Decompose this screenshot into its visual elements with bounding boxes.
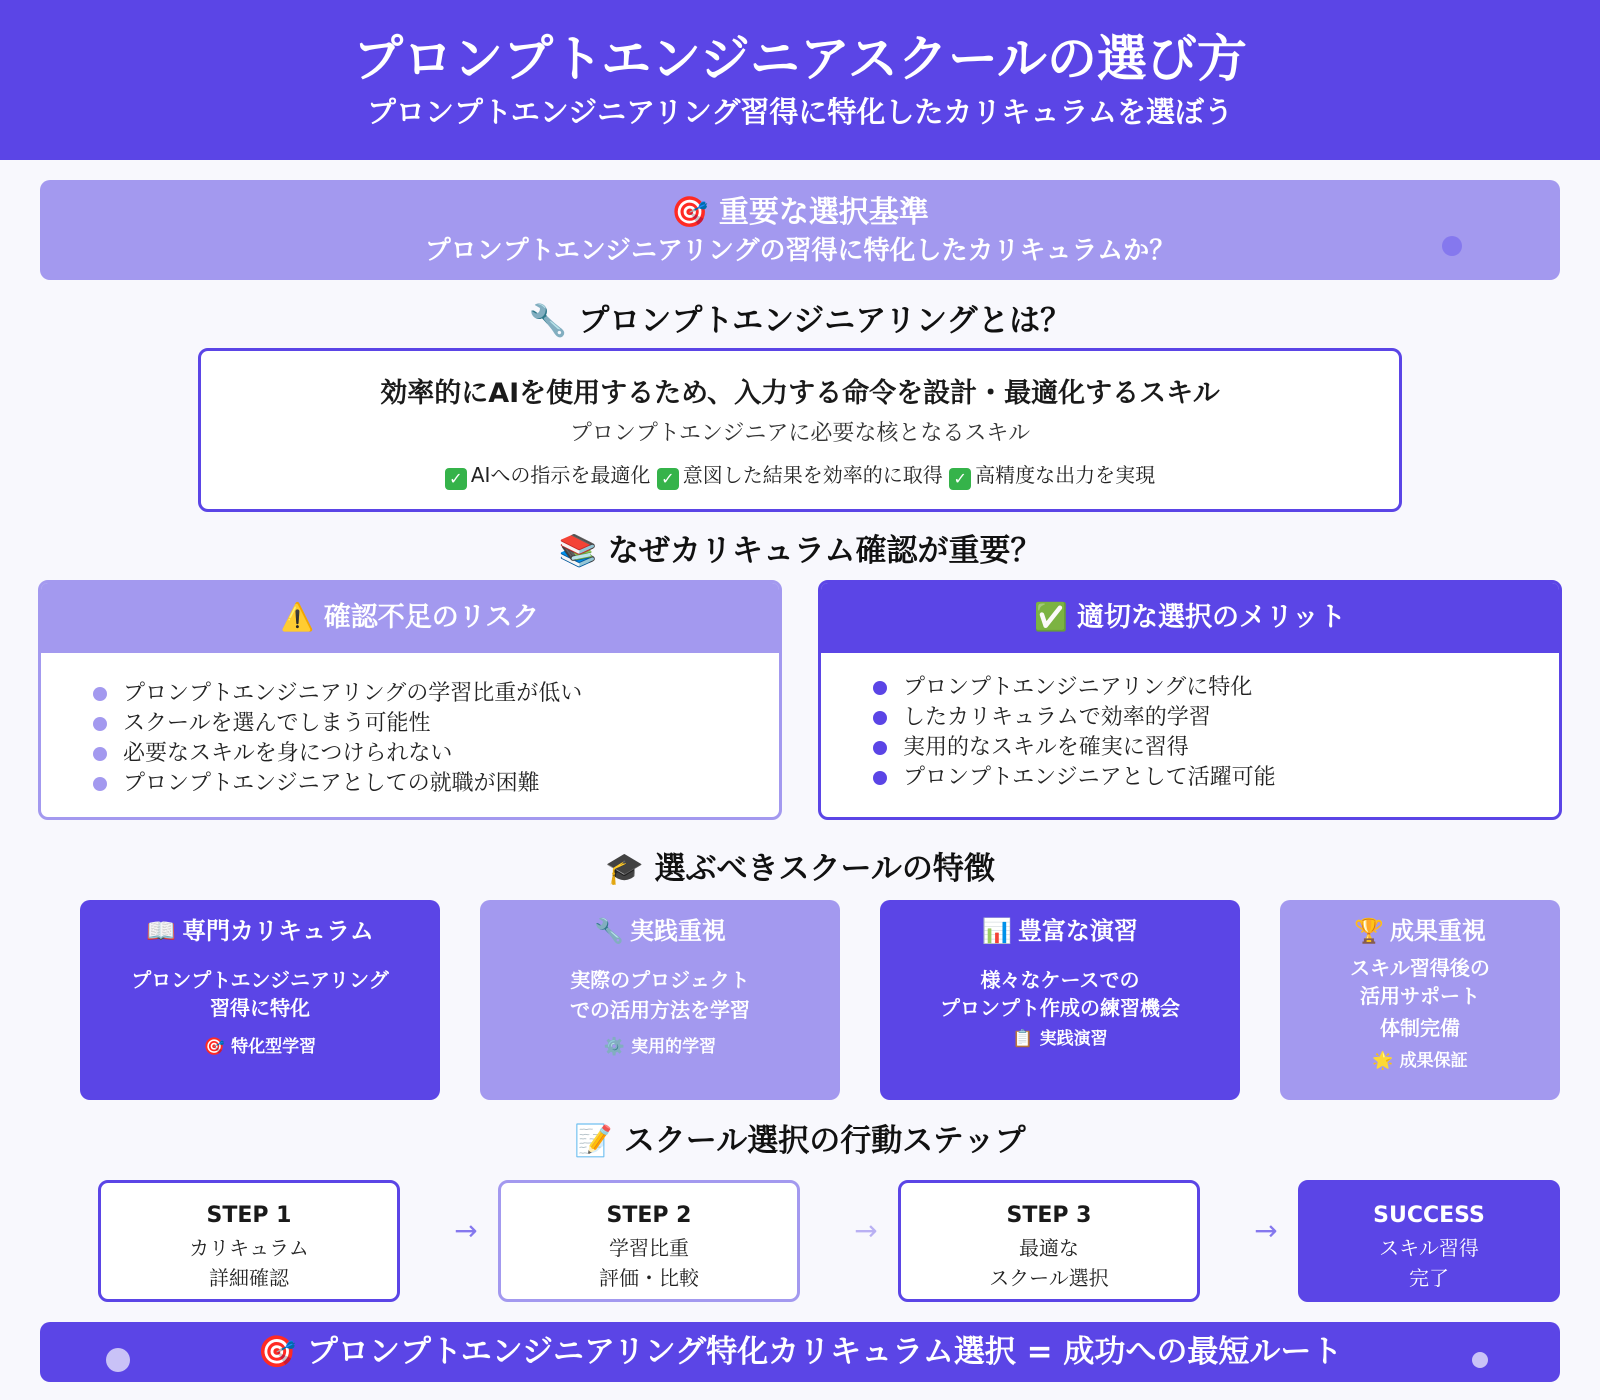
step-line: 学習比重	[609, 1236, 689, 1260]
list-item: スクールを選んでしまう可能性	[93, 709, 582, 739]
feature-title-row	[80, 914, 440, 948]
step-label: STEP 3	[1006, 1203, 1092, 1228]
definition-sub-text: プロンプトエンジニアに必要な核となるスキル	[569, 421, 1031, 446]
step-line: 完了	[1409, 1266, 1449, 1290]
check-icon: ✓	[445, 468, 467, 490]
definition-heading: プロンプトエンジニアリングとは？	[578, 303, 1072, 339]
merit-list	[873, 673, 1276, 793]
books-icon: 📚	[558, 533, 598, 569]
target-icon: 🎯	[203, 1037, 226, 1057]
step-text	[501, 1233, 797, 1293]
step-label: SUCCESS	[1373, 1203, 1485, 1228]
feature-desc: 実際のプロジェクト	[570, 968, 750, 992]
definition-main-text: 効率的にAIを使用するため、入力する命令を設計・最適化するスキル	[380, 378, 1220, 409]
step-line: 詳細確認	[209, 1266, 289, 1290]
feature-desc: 様々なケースでの	[980, 968, 1140, 992]
list-item: したカリキュラムで効率的学習	[873, 703, 1276, 733]
feature-desc: 習得に特化	[210, 996, 310, 1020]
step-card	[898, 1180, 1200, 1302]
star-icon: 🌟	[1372, 1051, 1394, 1071]
feature-title-row	[1280, 914, 1560, 948]
definition-section-title	[0, 300, 1600, 342]
list-item: 実用的なスキルを確実に習得	[873, 733, 1276, 763]
book-icon: 📖	[146, 917, 177, 945]
check-icon: ✓	[949, 468, 971, 490]
risk-panel-title: 確認不足のリスク	[323, 602, 540, 633]
list-item: プロンプトエンジニアとしての就職が困難	[93, 769, 582, 799]
footer-text: プロンプトエンジニアリング特化カリキュラム選択 = 成功への最短ルート	[307, 1334, 1343, 1370]
step-text	[101, 1233, 397, 1293]
criteria-title: 重要な選択基準	[718, 195, 929, 230]
arrow-right-icon: →	[1254, 1214, 1278, 1247]
step-text	[901, 1233, 1197, 1293]
feature-card	[80, 900, 440, 1100]
features-heading: 選ぶべきスクールの特徴	[654, 851, 995, 887]
risk-panel-header	[41, 583, 779, 653]
feature-tag	[80, 1034, 440, 1060]
decorative-dot	[106, 1348, 130, 1372]
feature-desc: プロンプト作成の練習機会	[940, 996, 1180, 1020]
success-card	[1298, 1180, 1560, 1302]
criteria-question: プロンプトエンジニアリングの習得に特化したカリキュラムか？	[424, 236, 1176, 266]
risk-list	[93, 679, 582, 799]
step-label: STEP 1	[206, 1203, 292, 1228]
feature-tag-label: 実用的学習	[631, 1037, 717, 1057]
footer-banner	[40, 1322, 1560, 1382]
merit-panel-header	[821, 583, 1559, 653]
feature-title: 豊富な演習	[1017, 917, 1138, 945]
feature-card	[480, 900, 840, 1100]
definition-point: 高精度な出力を実現	[975, 463, 1156, 487]
feature-desc: 活用サポート	[1360, 984, 1480, 1008]
step-line: スキル習得	[1379, 1236, 1479, 1260]
feature-title-row	[480, 914, 840, 948]
definition-point: AIへの指示を最適化	[470, 463, 651, 487]
feature-card	[1280, 900, 1560, 1100]
steps-section-title	[0, 1120, 1600, 1162]
step-line: 評価・比較	[599, 1266, 699, 1290]
trophy-icon: 🏆	[1354, 917, 1384, 945]
step-line: スクール選択	[989, 1266, 1109, 1290]
wrench-icon: 🔧	[528, 303, 568, 339]
list-item: 必要なスキルを身につけられない	[93, 739, 582, 769]
steps-heading: スクール選択の行動ステップ	[623, 1123, 1026, 1159]
step-text	[1301, 1233, 1557, 1293]
wrench-icon: 🔧	[594, 917, 624, 945]
arrow-right-icon: →	[454, 1214, 478, 1247]
step-card	[498, 1180, 800, 1302]
page-subtitle: プロンプトエンジニアリング習得に特化したカリキュラムを選ぼう	[366, 95, 1234, 129]
feature-tag	[1280, 1048, 1560, 1074]
arrow-right-icon: →	[854, 1214, 878, 1247]
list-item: プロンプトエンジニアとして活躍可能	[873, 763, 1276, 793]
feature-tag	[880, 1026, 1240, 1052]
definition-point: 意図した結果を効率的に取得	[682, 463, 943, 487]
merit-panel	[818, 580, 1562, 820]
features-section-title	[0, 848, 1600, 890]
feature-tag	[480, 1034, 840, 1060]
step-card	[98, 1180, 400, 1302]
feature-title: 成果重視	[1389, 917, 1486, 945]
feature-title: 実践重視	[629, 917, 726, 945]
merit-panel-title: 適切な選択のメリット	[1077, 602, 1346, 633]
criteria-title-row	[40, 192, 1560, 234]
feature-desc: 体制完備	[1380, 1016, 1460, 1040]
gear-icon: ⚙️	[603, 1037, 626, 1057]
feature-tag-label: 特化型学習	[231, 1037, 317, 1057]
why-section-title	[0, 530, 1600, 572]
memo-icon: 📝	[574, 1123, 614, 1159]
feature-title: 専門カリキュラム	[182, 917, 374, 945]
definition-box	[198, 348, 1402, 512]
warning-icon: ⚠️	[280, 602, 315, 633]
graduation-cap-icon: 🎓	[605, 851, 644, 887]
feature-tag-label: 実践演習	[1039, 1029, 1108, 1049]
decorative-dot	[1442, 236, 1462, 256]
feature-title-row	[880, 914, 1240, 948]
header-banner	[0, 0, 1600, 160]
check-icon: ✅	[1034, 602, 1068, 633]
criteria-banner	[40, 180, 1560, 280]
feature-desc: での活用方法を学習	[570, 998, 750, 1022]
feature-tag-label: 成果保証	[1399, 1051, 1468, 1071]
clipboard-icon: 📋	[1012, 1029, 1034, 1049]
why-heading: なぜカリキュラム確認が重要？	[607, 533, 1042, 569]
feature-desc: プロンプトエンジニアリング	[131, 968, 389, 992]
feature-card	[880, 900, 1240, 1100]
list-item: プロンプトエンジニアリングの学習比重が低い	[93, 679, 582, 709]
target-icon: 🎯	[671, 195, 709, 230]
step-label: STEP 2	[606, 1203, 692, 1228]
check-icon: ✓	[657, 468, 679, 490]
step-line: カリキュラム	[189, 1236, 309, 1260]
decorative-dot	[1472, 1352, 1488, 1368]
bar-chart-icon: 📊	[982, 917, 1012, 945]
feature-desc: スキル習得後の	[1350, 956, 1490, 980]
risk-panel	[38, 580, 782, 820]
step-line: 最適な	[1019, 1236, 1079, 1260]
list-item: プロンプトエンジニアリングに特化	[873, 673, 1276, 703]
target-icon: 🎯	[257, 1334, 297, 1370]
page-title: プロンプトエンジニアスクールの選び方	[353, 30, 1247, 88]
definition-points	[201, 459, 1399, 491]
